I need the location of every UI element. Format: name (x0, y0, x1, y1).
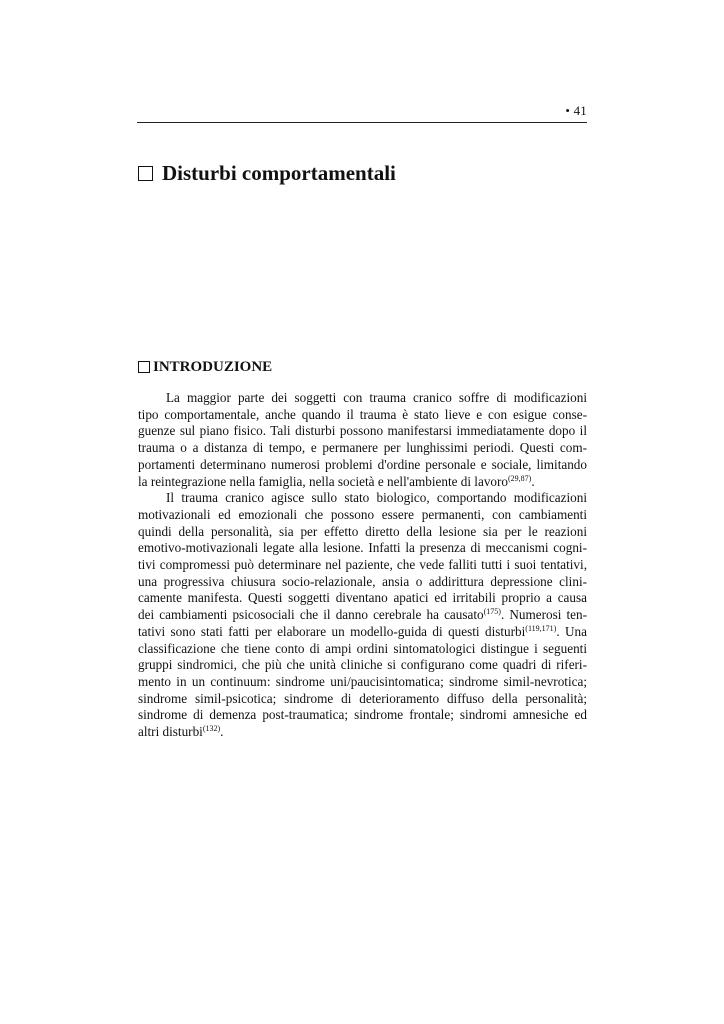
text-line: una progressiva chiusura socio-relazionale, ansia o addirittura depressione clini- (138, 573, 587, 589)
text-line: tativi sono stati fatti per elaborare un modello-guida di questi disturbi$^{(119,171)}$. Una (138, 623, 587, 639)
text-line: camente manifesta. Questi soggetti diventano apatici ed irritabili proprio a causa (138, 590, 587, 606)
text-line: altri disturbi$^{(132)}$. (138, 724, 224, 740)
checkbox-square-icon (138, 166, 153, 181)
text-line: motivazionali ed emozionali che possono essere permanenti, con cambiamenti (138, 506, 587, 522)
citation: (132) (202, 724, 221, 734)
chapter-title (138, 160, 396, 186)
text-line: tivi compromessi può determinare nel paziente, che vede falliti tutti i suoi tentativi, (138, 557, 587, 573)
text-line: Il trauma cranico agisce sullo stato biologico, comportando modificazioni (166, 490, 587, 506)
text-line: sindrome simil-psicotica; sindrome di deterioramento diffuso della personalità; (138, 690, 587, 706)
citation: (119,171) (525, 623, 557, 633)
text-line: gruppi sindromici, che più che unità cliniche si configurano come quadri di riferi- (138, 657, 587, 673)
section-title (138, 357, 272, 377)
text-line: dei cambiamenti psicosociali che il danno cerebrale ha causato$^{(175)}$. Numerosi ten- (138, 607, 587, 623)
citation: (175) (483, 607, 501, 617)
page-header (137, 104, 587, 123)
section-title-text: INTRODUZIONE (153, 359, 273, 375)
text-line: La maggior parte dei soggetti con trauma cranico soffre di modificazioni (166, 390, 587, 405)
page-number: • 41 (565, 103, 587, 118)
body-text (138, 390, 587, 741)
text-line: emotivo-motivazionali legate alla lesione. Infatti la presenza di meccanismi cogni- (138, 540, 587, 556)
text-line: trauma o a distanza di tempo, e permanere per lunghissimi periodi. Questi com- (138, 440, 587, 456)
text-line: sindrome di demenza post-traumatica; sindrome frontale; sindromi amnesiche ed (138, 707, 587, 723)
checkbox-square-icon (138, 361, 150, 373)
chapter-title-text: Disturbi comportamentali (162, 161, 396, 185)
text-line: portamenti determinano numerosi problemi d'ordine personale e sociale, limitando (138, 456, 587, 472)
text-line: mento in un continuum: sindrome uni/paucisintomatica; sindrome simil-nevrotica; (138, 673, 587, 689)
text-line: tipo comportamentale, anche quando il trauma è stato lieve e con esigue conse- (138, 406, 587, 422)
citation: (29,87) (508, 473, 532, 483)
text-line: guenze sul piano fisico. Tali disturbi possono manifestarsi immediatamente dopo il (138, 423, 587, 439)
text-line: classificazione che tiene conto di ampi ordini sintomatologici distingue i seguenti (138, 640, 587, 656)
text-line: quindi della personalità, sia per effetto diretto della lesione sia per le reazioni (138, 523, 587, 539)
text-line: la reintegrazione nella famiglia, nella società e nell'ambiente di lavoro$^{(29,87)}$. (138, 473, 535, 489)
